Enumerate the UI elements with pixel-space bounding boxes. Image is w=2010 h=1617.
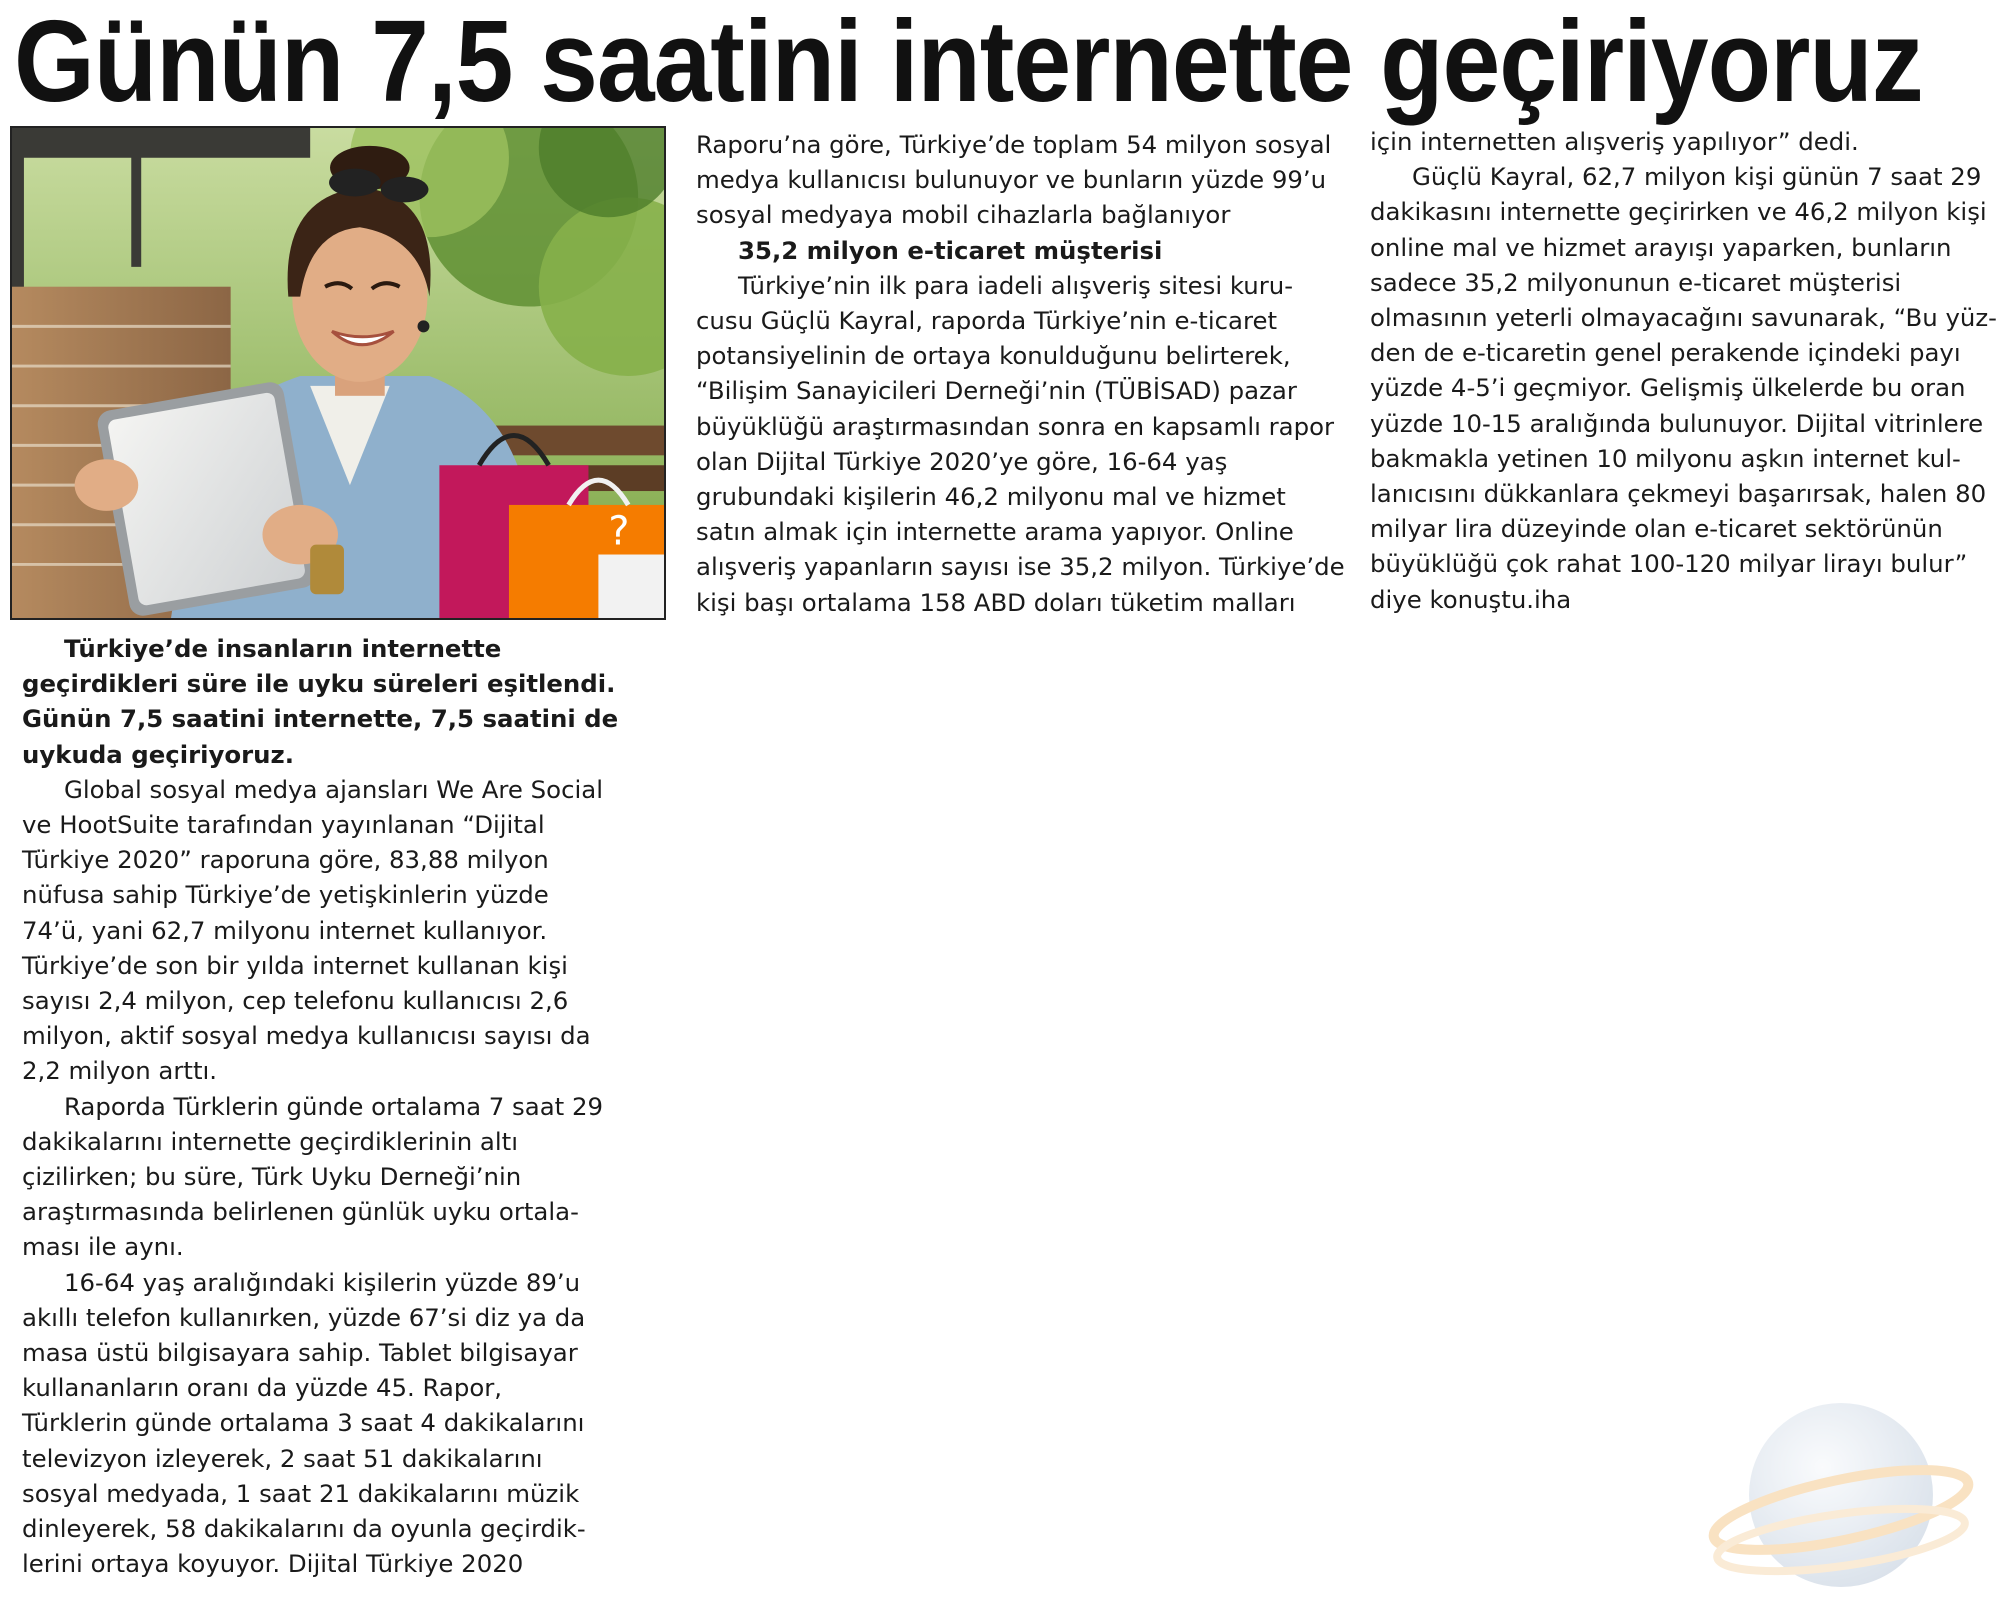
text-line: milyon, aktif sosyal medya kullanıcısı sayısı da (22, 1021, 591, 1051)
text-line: dakikalarını internette geçirdiklerinin altı (22, 1126, 518, 1156)
text-line: olmasının yeterli olmayacağını savunarak, “Bu yüz- (1370, 303, 1997, 333)
body-paragraph (1370, 124, 1990, 159)
text-line: online mal ve hizmet arayışı yaparken, bunların (1370, 232, 1952, 262)
text-line: Günün 7,5 saatini internette, 7,5 saatini de (22, 704, 619, 734)
text-line: sosyal medyada, 1 saat 21 dakikalarını müzik (22, 1478, 580, 1508)
lead-paragraph (22, 631, 614, 666)
text-line: televizyon izleyerek, 2 saat 51 dakikalarını (22, 1443, 543, 1473)
text-line: geçirdikleri süre ile uyku süreleri eşitlendi. (22, 669, 616, 699)
text-line: akıllı telefon kullanırken, yüzde 67’si diz ya da (22, 1302, 586, 1332)
text-line: 2,2 milyon arttı. (22, 1056, 218, 1086)
subheading-text: 35,2 milyon e-ticaret müşterisi (738, 235, 1163, 265)
text-line: masa üstü bilgisayara sahip. Tablet bilgisayar (22, 1338, 578, 1368)
text-line: büyüklüğü çok rahat 100-120 milyar lirayı bulur” (1370, 549, 1968, 579)
text-line: satın almak için internette arama yapıyor. Online (696, 517, 1294, 547)
text-line: medya kullanıcısı bulunuyor ve bunların yüzde 99’u (696, 165, 1327, 195)
body-paragraph-cont (696, 303, 1348, 620)
text-line: sosyal medyaya mobil cihazlarla bağlanıyor (696, 200, 1231, 230)
text-line: için internetten alışveriş yapılıyor” dedi. (1370, 127, 1859, 156)
text-line: Türkiye’nin ilk para iadeli alışveriş sitesi kuru- (738, 270, 1294, 300)
text-line: Türkiye’de son bir yılda internet kullanan kişi (22, 950, 568, 980)
text-line: ve HootSuite tarafından yayınlanan “Dijital (22, 810, 545, 840)
body-paragraph-cont (22, 807, 614, 1089)
text-line: Türkiye’de insanların internette (64, 634, 502, 663)
text-line: 74’ü, yani 62,7 milyonu internet kullanıyor. (22, 915, 548, 945)
body-paragraph-cont (22, 1124, 614, 1265)
text-line: Global sosyal medya ajansları We Are Social (64, 774, 603, 804)
text-line: “Bilişim Sanayicileri Derneği’nin (TÜBİSAD) pazar (696, 376, 1297, 406)
text-line: kullananların oranı da yüzde 45. Rapor, (22, 1373, 503, 1403)
section-subheading (696, 233, 1348, 268)
text-line: milyar lira düzeyinde olan e-ticaret sektörünün (1370, 514, 1943, 544)
text-line: olan Dijital Türkiye 2020’ye göre, 16-64 yaş (696, 446, 1228, 476)
text-line: 16-64 yaş aralığındaki kişilerin yüzde 89’u (64, 1267, 581, 1297)
body-paragraph (696, 268, 1348, 303)
text-line: dinleyerek, 58 dakikalarını da oyunla geçirdik- (22, 1514, 586, 1544)
text-line: cusu Güçlü Kayral, raporda Türkiye’nin e-ticaret (696, 306, 1278, 336)
text-line: dakikasını internette geçirirken ve 46,2 milyon kişi (1370, 197, 1987, 227)
text-line: grubundaki kişilerin 46,2 milyonu mal ve hizmet (696, 482, 1286, 512)
text-line: ması ile aynı. (22, 1232, 184, 1262)
text-line: lerini ortaya koyuyor. Dijital Türkiye 2020 (22, 1549, 524, 1579)
body-paragraph (22, 1089, 614, 1124)
text-line: potansiyelinin de ortaya konulduğunu belirterek, (696, 341, 1291, 371)
text-line: yüzde 10-15 aralığında bulunuyor. Dijital vitrinlere (1370, 408, 1984, 438)
text-line: den de e-ticaretin genel perakende içindeki payı (1370, 338, 1961, 368)
text-line: çizilirken; bu süre, Türk Uyku Derneği’nin (22, 1162, 522, 1192)
headline: Günün 7,5 saatini internette geçiriyoruz (14, 0, 1923, 126)
lead-paragraph-cont (22, 666, 619, 772)
body-paragraph-cont (1370, 194, 1997, 616)
text-line: yüzde 4-5’i geçmiyor. Gelişmiş ülkelerde bu oran (1370, 373, 1966, 403)
body-paragraph (696, 127, 1348, 233)
text-line: bakmakla yetinen 10 milyonu aşkın internet kul- (1370, 443, 1961, 473)
text-line: alışveriş yapanların sayısı ise 35,2 milyon. Türkiye’de (696, 552, 1345, 582)
body-paragraph (22, 772, 614, 807)
text-line: uykuda geçiriyoruz. (22, 739, 294, 769)
text-line: diye konuştu.iha (1370, 584, 1572, 614)
column-3 (1370, 124, 1997, 617)
text-line: büyüklüğü araştırmasından sonra en kapsamlı rapor (696, 411, 1335, 441)
text-line: Türkiye 2020” raporuna göre, 83,88 milyon (22, 845, 549, 875)
text-line: sadece 35,2 milyonunun e-ticaret müşterisi (1370, 267, 1902, 297)
text-line: nüfusa sahip Türkiye’de yetişkinlerin yüzde (22, 880, 549, 910)
text-line: Güçlü Kayral, 62,7 milyon kişi günün 7 saat 29 (1412, 162, 1982, 192)
text-line: Türklerin günde ortalama 3 saat 4 dakikalarını (22, 1408, 585, 1438)
body-paragraph-cont (22, 1300, 614, 1582)
body-paragraph (1370, 159, 1990, 194)
globe-watermark-icon (1706, 1390, 1976, 1600)
text-line: Raporu’na göre, Türkiye’de toplam 54 milyon sosyal (696, 130, 1332, 159)
article-photo (10, 126, 666, 620)
text-line: araştırmasında belirlenen günlük uyku ortala- (22, 1197, 579, 1227)
svg-text:?: ? (608, 508, 630, 555)
column-1 (22, 631, 619, 1581)
body-paragraph (22, 1265, 614, 1300)
text-line: lanıcısını dükkanlara çekmeyi başarırsak, halen 80 (1370, 479, 1987, 509)
text-line: Raporda Türklerin günde ortalama 7 saat 29 (64, 1091, 604, 1121)
column-2 (696, 127, 1348, 620)
text-line: sayısı 2,4 milyon, cep telefonu kullanıcısı 2,6 (22, 986, 569, 1016)
photo-woman-with-tablet (12, 128, 664, 618)
text-line: kişi başı ortalama 158 ABD doları tüketim malları (696, 587, 1296, 617)
